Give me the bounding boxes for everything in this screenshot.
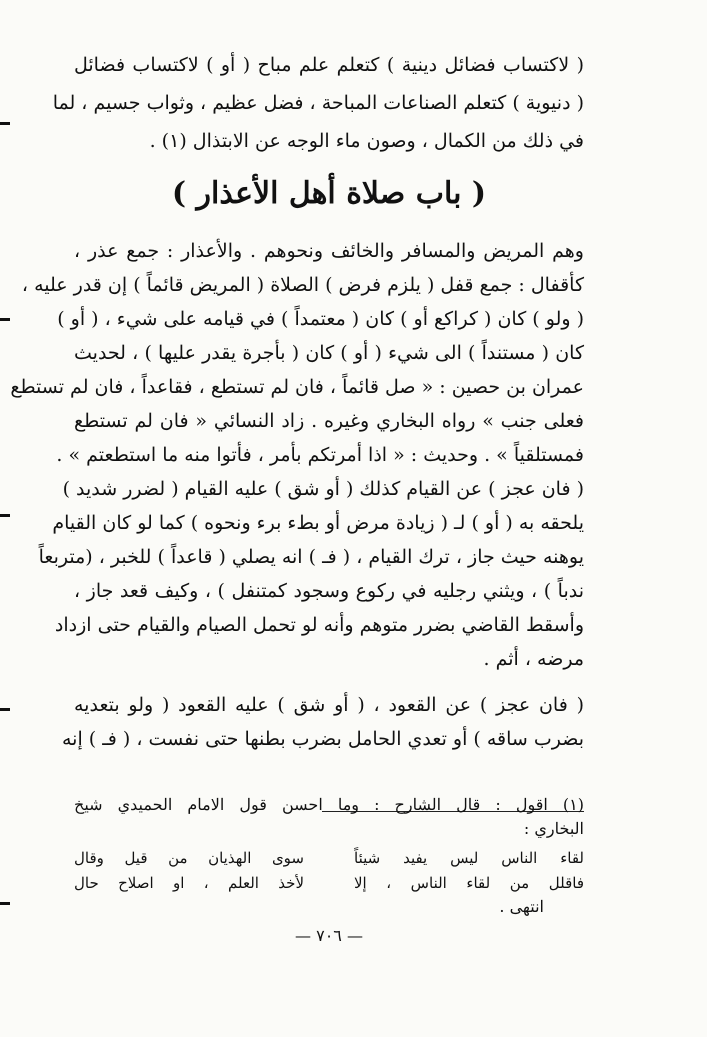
body-line-7: فمستلقياً » . وحديث : « اذا أمرتكم بأمر ، فأتوا منه ما استطعتم » . <box>56 444 584 466</box>
verse-1-left: سوى الهذيان من قيل وقال <box>74 849 304 867</box>
text-line-2: ( دنيوية ) كتعلم الصناعات المباحة ، فضل عظيم ، وثواب جسيم ، لما <box>52 92 584 114</box>
verse-1-right: لقاء الناس ليس يفيد شيئاً <box>354 849 584 867</box>
verse-row-2 <box>74 870 584 896</box>
body2-line-2: بضرب ساقه ) أو تعدي الحامل بضرب بطنها حتى نفست ، ( فـ ) إنه <box>62 728 584 750</box>
body-line-2: كأقفال : جمع قفل ( يلزم فرض ) الصلاة ( المريض قائماً ) إن قدر عليه ، <box>21 274 584 296</box>
verse-row-1 <box>74 845 584 871</box>
body-line-12: وأسقط القاضي بضرر متوهم وأنه لو تحمل الصيام والقيام حتى ازداد <box>54 614 584 636</box>
text-line-3: في ذلك من الكمال ، وصون ماء الوجه عن الابتذال (١) . <box>149 130 584 152</box>
page-number: — ٧٠٦ — <box>295 926 363 945</box>
text-line-1: ( لاكتساب فضائل دينية ) كتعلم علم مباح ( أو ) لاكتساب فضائل <box>74 54 584 76</box>
body-line-8: ( فان عجز ) عن القيام كذلك ( أو شق ) عليه القيام ( لضرر شديد ) <box>62 478 584 500</box>
margin-mark <box>0 902 10 905</box>
body-line-6: فعلى جنب » رواه البخاري وغيره . زاد النسائي « فان لم تستطع <box>74 410 584 432</box>
body-line-13: مرضه ، أثم . <box>483 648 584 670</box>
verse-2-right: فاقلل من لقاء الناس ، إلا <box>354 874 584 892</box>
body-line-11: ندباً ) ، ويثني رجليه في ركوع وسجود كمتنفل ) ، وكيف قعد جاز ، <box>74 580 584 602</box>
body-line-9: يلحقه به ( أو ) لـ ( زيادة مرض أو بطء برء ونحوه ) كما لو كان القيام <box>52 512 584 534</box>
section-heading: ( باب صلاة أهل الأعذار ) <box>171 176 487 211</box>
margin-mark <box>0 708 10 711</box>
margin-mark <box>0 514 10 517</box>
margin-mark <box>0 318 10 321</box>
footnote-line-2: البخاري : <box>523 819 584 838</box>
verse-2-left: لأخذ العلم ، او اصلاح حال <box>74 874 304 892</box>
body-line-10: يوهنه حيث جاز ، ترك القيام ، ( فـ ) انه يصلي ( قاعداً ) للخبر ، (متربعاً <box>38 546 584 568</box>
body-line-4: كان ( مستنداً ) الى شيء ( أو ) كان ( بأجرة يقدر عليها ) ، لحديث <box>74 342 584 364</box>
body-line-3: ( ولو ) كان ( كراكع أو ) كان ( معتمداً ) في قيامه على شيء ، ( أو ) <box>57 308 584 330</box>
margin-mark <box>0 122 10 125</box>
body2-line-1: ( فان عجز ) عن القعود ، ( أو شق ) عليه القعود ( ولو بتعديه <box>74 694 584 716</box>
body-line-5: عمران بن حصين : « صل قائماً ، فان لم تستطع ، فقاعداً ، فان لم تستطع <box>10 376 584 398</box>
body-line-1: وهم المريض والمسافر والخائف ونحوهم . والأعذار : جمع عذر ، <box>74 240 584 262</box>
page-text <box>10 40 584 1020</box>
footnote-end: انتهى . <box>499 897 544 916</box>
footnote-line-1: (١) اقول : قال الشارح : وما احسن قول الامام الحميدي شيخ <box>74 795 584 814</box>
